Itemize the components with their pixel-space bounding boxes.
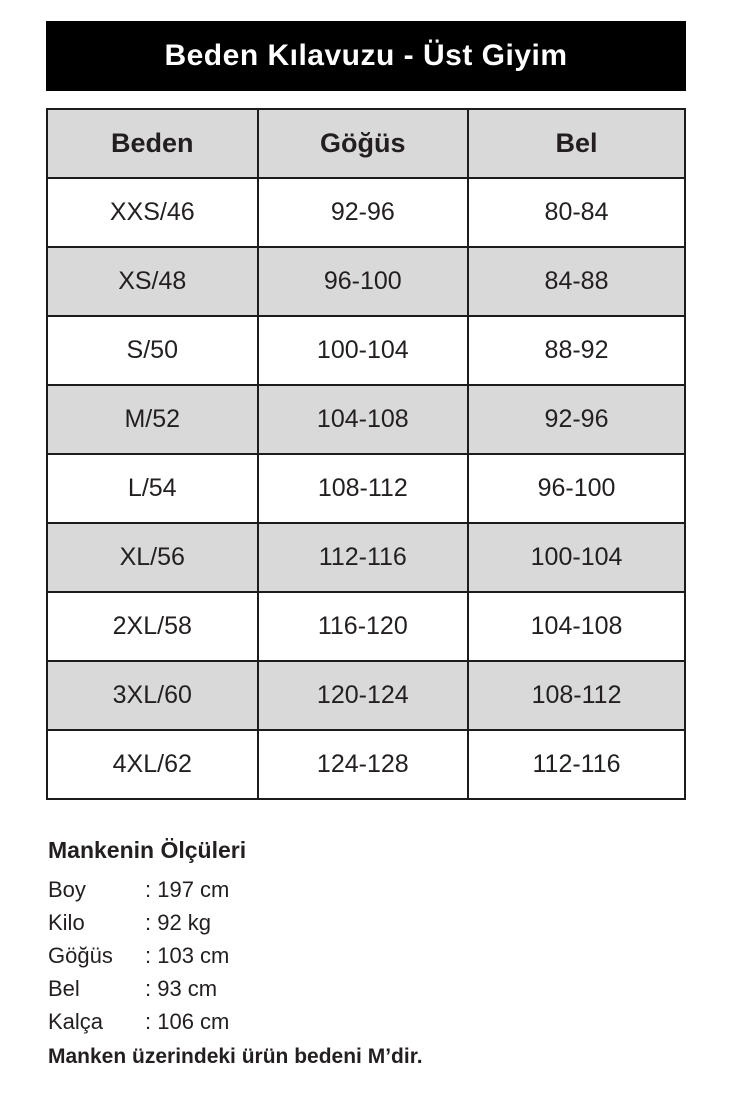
table-row [47,385,685,454]
measurement-row [48,906,686,939]
size-table [46,108,686,800]
size-cell: S/50 [47,316,258,385]
table-row [47,178,685,247]
waist-cell: 112-116 [468,730,685,799]
table-header-row [47,109,685,178]
chest-cell: 120-124 [258,661,469,730]
measurement-value-bel: : 93 cm [145,976,218,1001]
size-cell: 3XL/60 [47,661,258,730]
page-title: Beden Kılavuzu - Üst Giyim [164,39,568,72]
size-cell: M/52 [47,385,258,454]
chest-cell: 116-120 [258,592,469,661]
measurement-row [48,873,686,906]
chest-cell: 108-112 [258,454,469,523]
size-cell: XXS/46 [47,178,258,247]
measurement-value-kilo: : 92 kg [145,910,212,935]
table-row [47,592,685,661]
chest-cell: 92-96 [258,178,469,247]
measurement-value-kalca: : 106 cm [145,1009,230,1034]
size-cell: 4XL/62 [47,730,258,799]
table-row [47,247,685,316]
measurement-row [48,972,686,1005]
chest-cell: 112-116 [258,523,469,592]
measurement-label-kilo: Kilo [48,910,85,935]
chest-cell: 100-104 [258,316,469,385]
chest-cell: 104-108 [258,385,469,454]
waist-cell: 96-100 [468,454,685,523]
measurement-row [48,939,686,972]
column-header-beden: Beden [47,109,258,178]
waist-cell: 108-112 [468,661,685,730]
size-cell: XS/48 [47,247,258,316]
column-header-bel: Bel [468,109,685,178]
measurement-label-bel: Bel [48,976,80,1001]
measurement-label-kalca: Kalça [48,1009,104,1034]
model-info-section [48,837,686,1069]
waist-cell: 84-88 [468,247,685,316]
title-bar [46,21,686,91]
table-row [47,730,685,799]
table-row [47,523,685,592]
measurement-label-boy: Boy [48,877,86,902]
size-cell: XL/56 [47,523,258,592]
chest-cell: 124-128 [258,730,469,799]
waist-cell: 100-104 [468,523,685,592]
waist-cell: 80-84 [468,178,685,247]
model-info-heading: Mankenin Ölçüleri [48,837,247,863]
table-row [47,316,685,385]
waist-cell: 92-96 [468,385,685,454]
product-size-note: Manken üzerindeki ürün bedeni M’dir. [48,1045,423,1068]
measurement-label-gogus: Göğüs [48,943,113,968]
size-cell: L/54 [47,454,258,523]
measurement-value-boy: : 197 cm [145,877,230,902]
table-row [47,454,685,523]
waist-cell: 88-92 [468,316,685,385]
measurement-row [48,1005,686,1038]
measurement-value-gogus: : 103 cm [145,943,230,968]
waist-cell: 104-108 [468,592,685,661]
column-header-gogus: Göğüs [258,109,469,178]
chest-cell: 96-100 [258,247,469,316]
size-cell: 2XL/58 [47,592,258,661]
table-row [47,661,685,730]
